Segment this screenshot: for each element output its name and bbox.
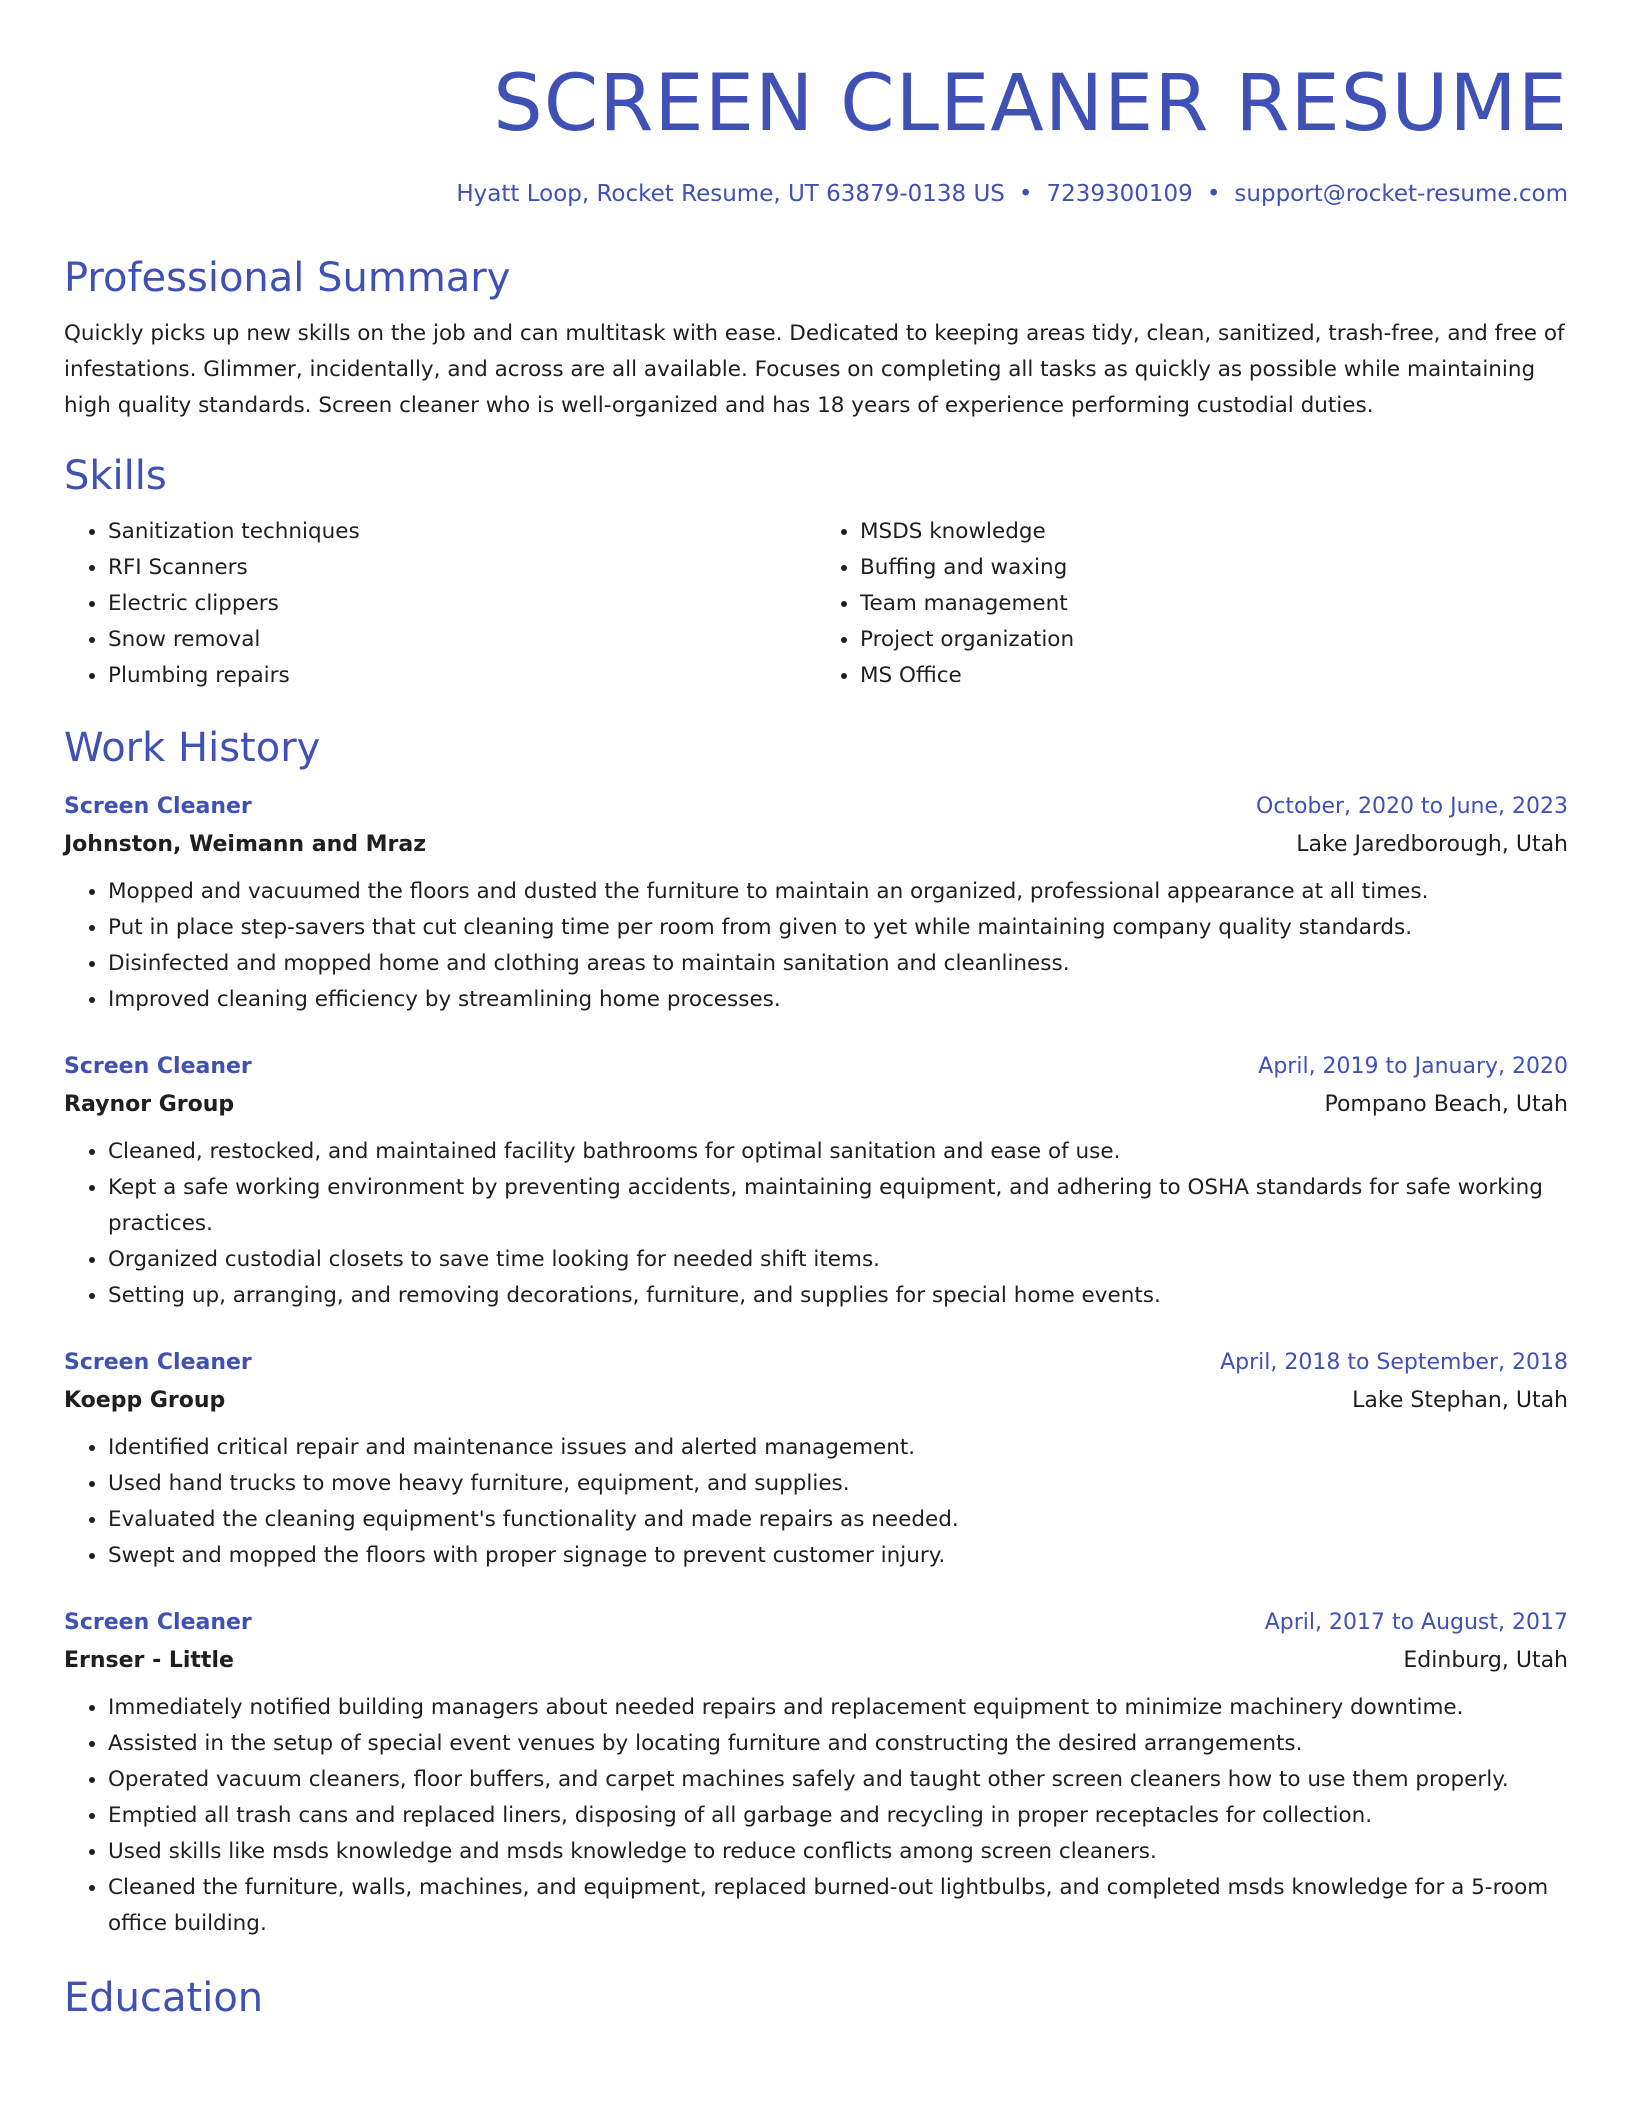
contact-phone: 7239300109 <box>1046 181 1193 207</box>
job-location: Edinburg, Utah <box>1403 1648 1568 1673</box>
skill-item: • Plumbing repairs <box>108 658 816 694</box>
skill-item: • Sanitization techniques <box>108 514 816 550</box>
job-duty: • Used skills like msds knowledge and msds knowledge to reduce conflicts among screen cleaners. <box>108 1834 1568 1870</box>
job-company-row <box>64 1642 1568 1680</box>
job-duties <box>64 874 1568 1018</box>
job-company-row <box>64 1086 1568 1124</box>
contact-separator: • <box>1018 181 1033 207</box>
job-duty: • Organized custodial closets to save time looking for needed shift items. <box>108 1242 1568 1278</box>
education-heading: Education <box>64 1975 264 2021</box>
job-duty: • Cleaned the furniture, walls, machines, and equipment, replaced burned-out lightbulbs, and completed msds knowledge for a 5-room office building. <box>108 1870 1568 1942</box>
job-title-row <box>64 788 1568 826</box>
contact-line <box>64 178 1568 210</box>
job-duties <box>64 1430 1568 1574</box>
job-title-row <box>64 1048 1568 1086</box>
skill-item: • MSDS knowledge <box>860 514 1568 550</box>
job-duty: • Cleaned, restocked, and maintained facility bathrooms for optimal sanitation and ease of use. <box>108 1134 1568 1170</box>
skill-item: • Buffing and waxing <box>860 550 1568 586</box>
job-duties <box>64 1134 1568 1314</box>
job-location: Pompano Beach, Utah <box>1324 1092 1568 1117</box>
job-title: Screen Cleaner <box>64 1610 252 1635</box>
skill-item: • Project organization <box>860 622 1568 658</box>
job-dates: April, 2019 to January, 2020 <box>1258 1054 1568 1079</box>
summary-heading: Professional Summary <box>64 255 511 301</box>
job-title: Screen Cleaner <box>64 1054 252 1079</box>
job-duty: • Emptied all trash cans and replaced liners, disposing of all garbage and recycling in proper receptacles for collection. <box>108 1798 1568 1834</box>
job-duty: • Identified critical repair and maintenance issues and alerted management. <box>108 1430 1568 1466</box>
job-company-row <box>64 826 1568 864</box>
job-company: Ernser - Little <box>64 1648 234 1673</box>
job-entry <box>64 1604 1568 1942</box>
work-history-heading: Work History <box>64 725 321 771</box>
job-location: Lake Stephan, Utah <box>1352 1388 1568 1413</box>
job-duty: • Swept and mopped the floors with proper signage to prevent customer injury. <box>108 1538 1568 1574</box>
job-duty: • Evaluated the cleaning equipment's functionality and made repairs as needed. <box>108 1502 1568 1538</box>
resume-title: SCREEN CLEANER RESUME <box>493 59 1568 149</box>
skills-column-left <box>64 514 816 694</box>
job-duty: • Operated vacuum cleaners, floor buffers, and carpet machines safely and taught other screen cleaners how to use them properly. <box>108 1762 1568 1798</box>
job-dates: April, 2018 to September, 2018 <box>1220 1350 1568 1375</box>
skill-item: • Snow removal <box>108 622 816 658</box>
contact-email[interactable]: support@rocket-resume.com <box>1234 181 1568 207</box>
job-dates: April, 2017 to August, 2017 <box>1264 1610 1568 1635</box>
skills-list <box>64 514 1568 694</box>
contact-separator: • <box>1206 181 1221 207</box>
skills-heading: Skills <box>64 453 167 499</box>
job-company: Koepp Group <box>64 1388 226 1413</box>
job-duty: • Assisted in the setup of special event venues by locating furniture and constructing the desired arrangements. <box>108 1726 1568 1762</box>
job-location: Lake Jaredborough, Utah <box>1296 832 1568 857</box>
job-duty: • Improved cleaning efficiency by streamlining home processes. <box>108 982 1568 1018</box>
job-duty: • Immediately notified building managers about needed repairs and replacement equipment to minimize machinery downtime. <box>108 1690 1568 1726</box>
job-company: Johnston, Weimann and Mraz <box>64 832 427 857</box>
job-entry <box>64 1048 1568 1314</box>
job-duty: • Setting up, arranging, and removing decorations, furniture, and supplies for special home events. <box>108 1278 1568 1314</box>
skill-item: • MS Office <box>860 658 1568 694</box>
skill-item: • Electric clippers <box>108 586 816 622</box>
job-duties <box>64 1690 1568 1942</box>
skills-column-right <box>816 514 1568 694</box>
job-duty: • Put in place step-savers that cut cleaning time per room from given to yet while maintaining company quality standards. <box>108 910 1568 946</box>
job-duty: • Kept a safe working environment by preventing accidents, maintaining equipment, and adhering to OSHA standards for safe working practices. <box>108 1170 1568 1242</box>
resume-header <box>64 0 1568 210</box>
contact-address: Hyatt Loop, Rocket Resume, UT 63879-0138 US <box>456 181 1005 207</box>
job-duty: • Used hand trucks to move heavy furniture, equipment, and supplies. <box>108 1466 1568 1502</box>
job-entry <box>64 788 1568 1018</box>
job-title: Screen Cleaner <box>64 1350 252 1375</box>
job-title: Screen Cleaner <box>64 794 252 819</box>
job-duty: • Disinfected and mopped home and clothing areas to maintain sanitation and cleanliness. <box>108 946 1568 982</box>
skill-item: • Team management <box>860 586 1568 622</box>
summary-text: Quickly picks up new skills on the job and can multitask with ease. Dedicated to keeping areas tidy, clean, sanitized, trash-free, and free of infestations. Glimmer, incidentally, and across are all available. Focuses on completing all tasks as quickly as possible while maintaining high quality standards. Screen cleaner who is well-organized and has 18 years of experience performing custodial duties. <box>64 321 1565 418</box>
job-company: Raynor Group <box>64 1092 235 1117</box>
job-dates: October, 2020 to June, 2023 <box>1256 794 1568 819</box>
job-entry <box>64 1344 1568 1574</box>
job-title-row <box>64 1604 1568 1642</box>
skill-item: • RFI Scanners <box>108 550 816 586</box>
job-title-row <box>64 1344 1568 1382</box>
job-company-row <box>64 1382 1568 1420</box>
job-duty: • Mopped and vacuumed the floors and dusted the furniture to maintain an organized, professional appearance at all times. <box>108 874 1568 910</box>
